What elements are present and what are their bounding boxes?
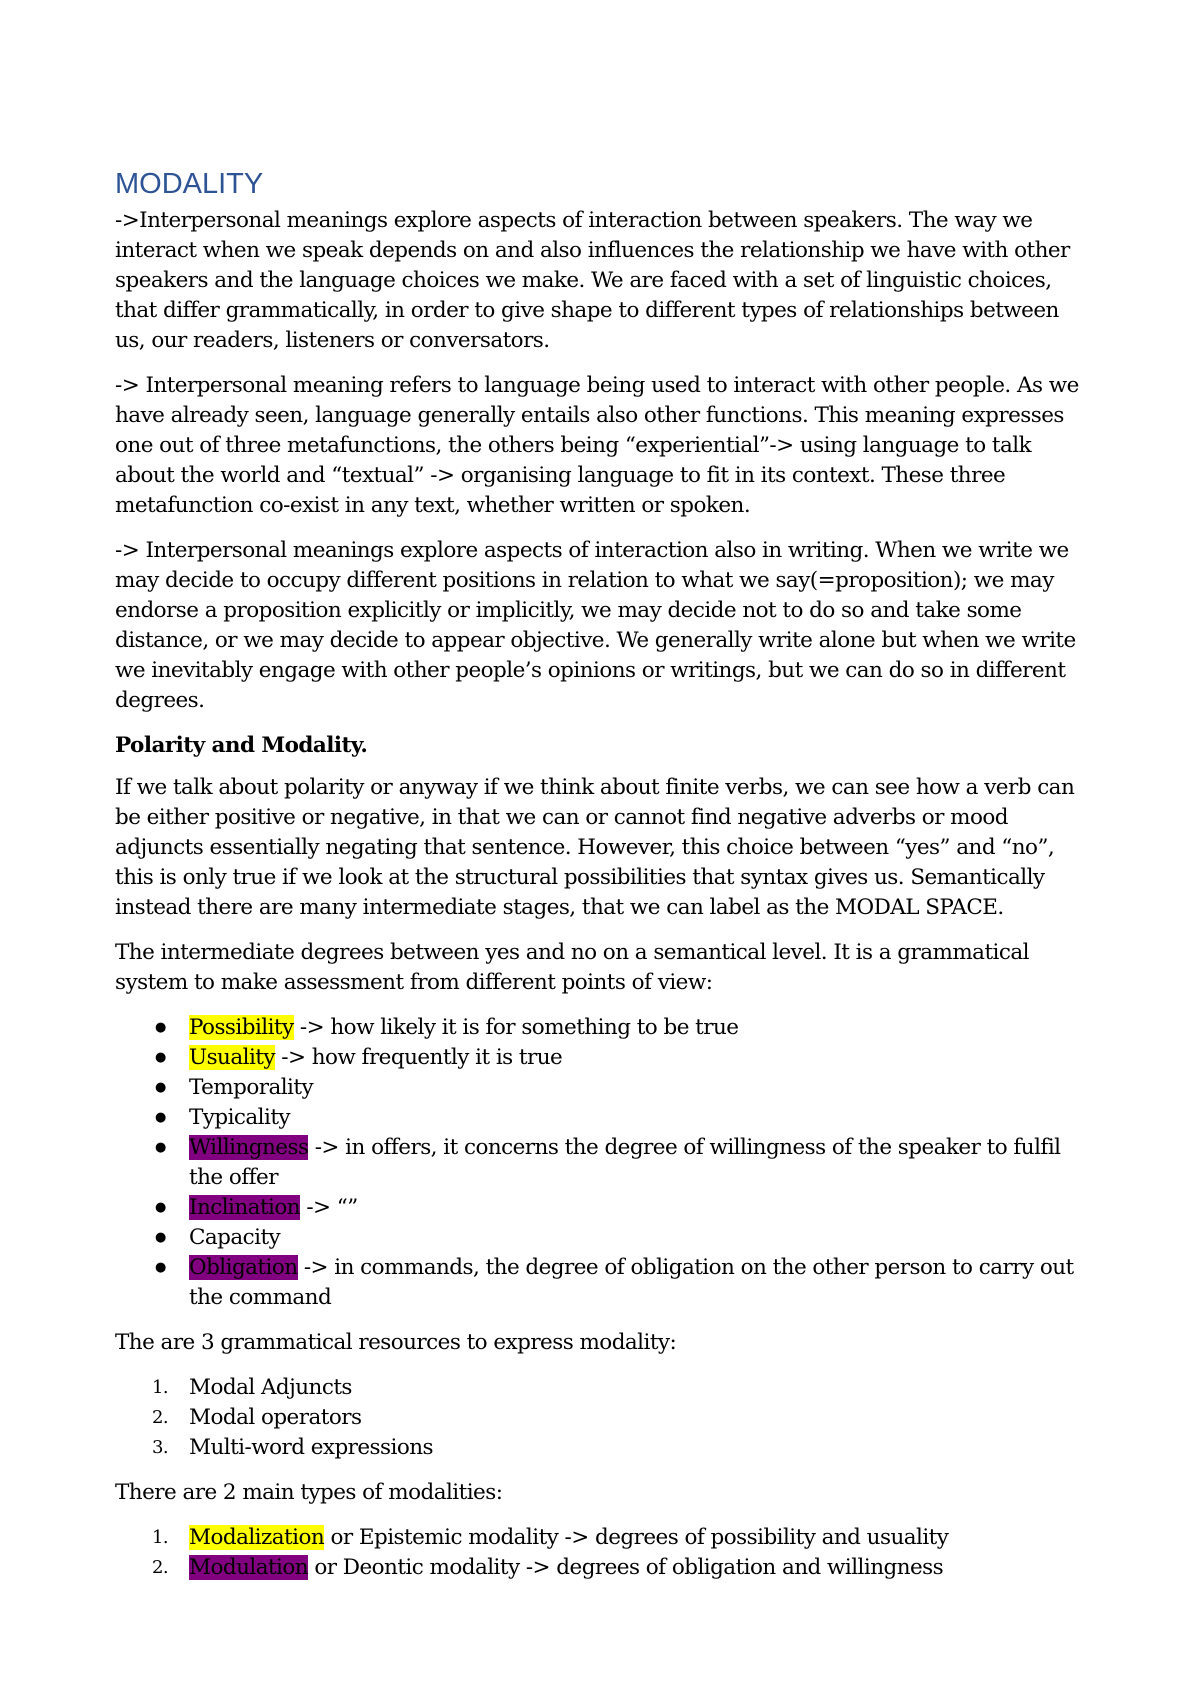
term-description: or Deontic modality -> degrees of obligation and willingness xyxy=(308,1555,944,1580)
list-item xyxy=(115,1133,1095,1193)
resources-list xyxy=(115,1373,1095,1463)
list-item xyxy=(115,1523,1095,1553)
list-item xyxy=(115,1043,1095,1073)
list-item xyxy=(115,1553,1095,1583)
term: Capacity xyxy=(189,1225,281,1250)
term: Typicality xyxy=(189,1105,291,1130)
list-number: 2. xyxy=(152,1557,169,1578)
list-item xyxy=(115,1373,1095,1403)
intro-paragraph-3: -> Interpersonal meanings explore aspects of interaction also in writing. When we write we may decide to occupy different positions in relation to what we say(=proposition); we may endorse a proposition explicitly or implicitly, we may decide not to do so and take some distance, or we may decide to appear objective. We generally write alone but when we write we inevitably engage with other people’s opinions or writings, but we can do so in different degrees. xyxy=(115,538,1076,713)
list-number: 1. xyxy=(152,1527,169,1548)
term-description: -> in offers, it concerns the degree of willingness of the speaker to fulfil the offer xyxy=(189,1135,1061,1190)
list-item xyxy=(115,1013,1095,1043)
list-number: 1. xyxy=(152,1377,169,1398)
list-item xyxy=(115,1103,1095,1133)
term: Temporality xyxy=(189,1075,314,1100)
list-text: Multi-word expressions xyxy=(189,1435,434,1460)
highlighted-term: Willingness xyxy=(189,1135,309,1160)
list-item xyxy=(115,1433,1095,1463)
document-body xyxy=(115,206,1095,1598)
section-paragraph-1: If we talk about polarity or anyway if we think about finite verbs, we can see how a verb can be either positive or negative, in that we can or cannot find negative adverbs or mood adjuncts essentially negating that sentence. However, this choice between “yes” and “no”, this is only true if we look at the structural possibilities that syntax gives us. Semantically instead there are many intermediate stages, that we can label as the MODAL SPACE. xyxy=(115,775,1075,920)
list-item xyxy=(115,1223,1095,1253)
types-intro: There are 2 main types of modalities: xyxy=(115,1480,503,1505)
term-description: -> in commands, the degree of obligation on the other person to carry out the command xyxy=(189,1255,1074,1310)
list-text: Modal operators xyxy=(189,1405,362,1430)
intro-paragraph-1: ->Interpersonal meanings explore aspects of interaction between speakers. The way we interact when we speak depends on and also influences the relationship we have with other speakers and the language choices we make. We are faced with a set of linguistic choices, that differ grammatically, in order to give shape to different types of relationships between us, our readers, listeners or conversators. xyxy=(115,208,1070,353)
modality-types-list xyxy=(115,1013,1095,1313)
resources-intro: The are 3 grammatical resources to express modality: xyxy=(115,1330,677,1355)
list-item xyxy=(115,1073,1095,1103)
term-description: or Epistemic modality -> degrees of possibility and usuality xyxy=(324,1525,949,1550)
highlighted-term: Inclination xyxy=(189,1195,301,1220)
term-description: -> how frequently it is true xyxy=(274,1045,563,1070)
highlighted-term: Obligation xyxy=(189,1255,298,1280)
intro-paragraph-2: -> Interpersonal meaning refers to language being used to interact with other people. As we have already seen, language generally entails also other functions. This meaning expresses one out of three metafunctions, the others being “experiential”-> using language to talk about the world and “textual” -> organising language to fit in its context. These three metafunction co-exist in any text, whether written or spoken. xyxy=(115,373,1079,518)
highlighted-term: Possibility xyxy=(189,1015,294,1040)
list-item xyxy=(115,1403,1095,1433)
list-item xyxy=(115,1193,1095,1223)
highlighted-term: Modalization xyxy=(189,1525,325,1550)
section-heading: Polarity and Modality. xyxy=(115,733,368,758)
modality-kinds-list xyxy=(115,1523,1095,1583)
term-description: -> how likely it is for something to be true xyxy=(293,1015,739,1040)
list-item xyxy=(115,1253,1095,1313)
list-number: 2. xyxy=(152,1407,169,1428)
highlighted-term: Usuality xyxy=(189,1045,275,1070)
highlighted-term: Modulation xyxy=(189,1555,309,1580)
list-number: 3. xyxy=(152,1437,169,1458)
section-paragraph-2: The intermediate degrees between yes and no on a semantical level. It is a grammatical system to make assessment from different points of view: xyxy=(115,940,1029,995)
page-title: MODALITY xyxy=(115,168,264,200)
term-description: -> “” xyxy=(300,1195,358,1220)
list-text: Modal Adjuncts xyxy=(189,1375,352,1400)
